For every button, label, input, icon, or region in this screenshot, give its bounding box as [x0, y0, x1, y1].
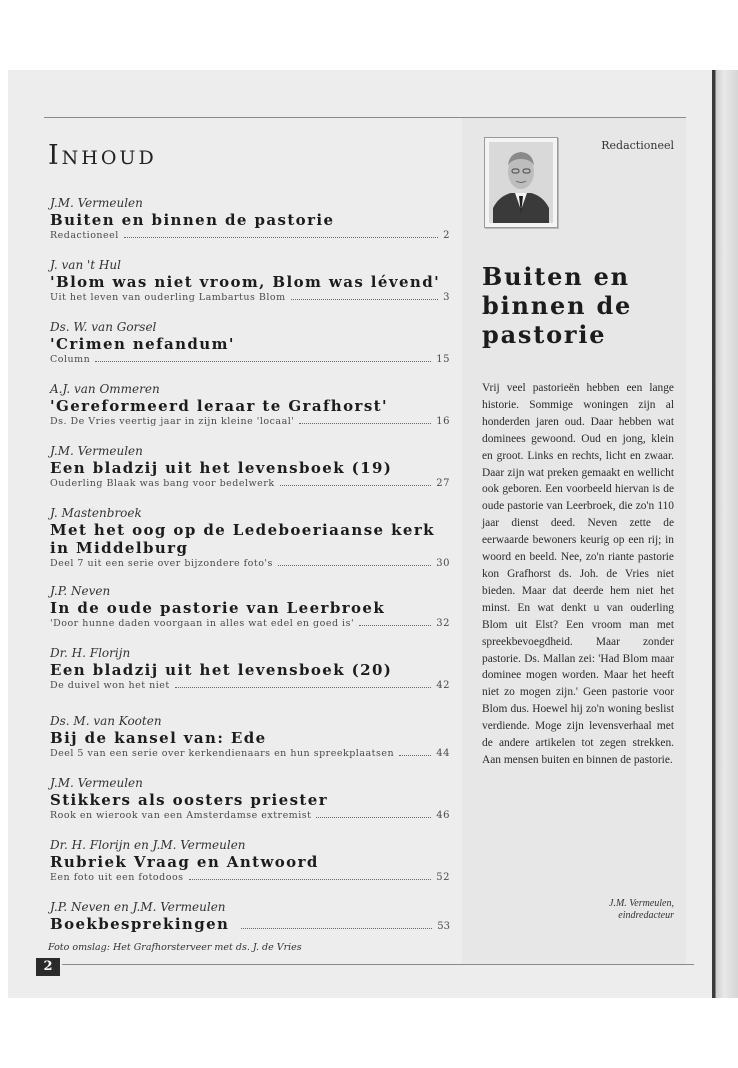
section-label: Redactioneel [601, 139, 674, 152]
leader-dots [175, 687, 432, 688]
facing-page-edge [712, 70, 738, 998]
toc-subtitle: 'Door hunne daden voorgaan in alles wat edel en goed is' [50, 618, 355, 629]
toc-entry[interactable] [50, 320, 450, 382]
toc-entry-title: Rubriek Vraag en Antwoord [50, 853, 319, 871]
editorial-headline [482, 262, 682, 349]
toc-author: J. Mastenbroek [50, 506, 142, 520]
leader-dots [359, 625, 431, 626]
toc-entry[interactable] [50, 714, 450, 776]
toc-subtitle: Een foto uit een fotodoos [50, 872, 184, 883]
toc-entry[interactable] [50, 444, 450, 506]
toc-subtitle: De duivel won het niet [50, 680, 170, 691]
toc-author: J. van 't Hul [50, 258, 121, 272]
toc-entry[interactable] [50, 506, 450, 584]
headline-line: binnen de [482, 291, 633, 320]
toc-subtitle: Rook en wierook van een Amsterdamse extremist [50, 810, 312, 821]
toc-page-number: 46 [436, 810, 450, 821]
toc-author: J.P. Neven [50, 584, 111, 598]
toc-author: Dr. H. Florijn en J.M. Vermeulen [50, 838, 246, 852]
toc-page-number: 53 [437, 921, 450, 932]
editorial-signature [560, 898, 674, 922]
toc-subtitle: Deel 7 uit een serie over bijzondere foto's [50, 558, 273, 569]
editor-portrait [484, 137, 558, 228]
leader-dots [299, 423, 431, 424]
toc-entry-title: Met het oog op de Ledeboeriaanse kerk [50, 521, 435, 539]
toc-subtitle: Ouderling Blaak was bang voor bedelwerk [50, 478, 275, 489]
toc-entry-title: 'Blom was niet vroom, Blom was lévend' [50, 273, 441, 291]
toc-entry-title: Een bladzij uit het levensboek (20) [50, 661, 393, 679]
toc-entry-title: 'Crimen nefandum' [50, 335, 235, 353]
toc-entry-title: Buiten en binnen de pastorie [50, 211, 335, 229]
top-divider [44, 117, 686, 118]
toc-page-number: 42 [436, 680, 450, 691]
toc-entry-title: Een bladzij uit het levensboek (19) [50, 459, 393, 477]
toc-author: Ds. M. van Kooten [50, 714, 162, 728]
toc-title: Inhoud [48, 140, 157, 171]
headline-line: pastorie [482, 320, 607, 349]
leader-dots [124, 237, 438, 238]
bottom-divider [62, 964, 694, 965]
leader-dots [291, 299, 438, 300]
leader-dots [278, 565, 431, 566]
signature-name: J.M. Vermeulen, [609, 898, 674, 909]
leader-dots [189, 879, 432, 880]
toc-author: J.M. Vermeulen [50, 776, 143, 790]
toc-author: Dr. H. Florijn [50, 646, 131, 660]
toc-author: Ds. W. van Gorsel [50, 320, 157, 334]
toc-author: A.J. van Ommeren [50, 382, 160, 396]
cover-caption: Foto omslag: Het Grafhorsterveer met ds. J. de Vries [48, 942, 302, 953]
toc-entry-title: Bij de kansel van: Ede [50, 729, 267, 747]
toc-entry-title-line2: in Middelburg [50, 539, 189, 557]
toc-page-number: 27 [436, 478, 450, 489]
toc-entry[interactable] [50, 196, 450, 258]
editorial-body: Vrij veel pastorieën hebben een lange historie. Sommige woningen zijn al honderden jaren oud. Daar hebben wat dominees gewoond. Oud en jong, klein en groot. Links en rechts, licht en zwaar. Daar zijn wat preken gemaakt en wellicht ook geboren. Een voorbeeld hiervan is de oude pastorie van Leerbroek, die zo'n 110 jaar dienst deed. Neven zette de eerwaarde bewoners keurig op een rij; in woord en beeld. Nee, zo'n riante pastorie kon Grafhorst ds. Joh. de Vries niet bieden. Maar dat deerde hem niet het minst. En wat denkt u van ouderling Blom uit Elst? Een vroom man met spreekbevoegdheid. Maar zonder pastorie. Ds. Mallan zei: 'Had Blom maar dominee mogen worden. Maar het heeft niet zo mogen zijn.' Geen pastorie voor Blom dus. Hoewel hij zo'n woning beslist verdiende. Moge zijn levensverhaal met de andere artikelen tot zegen strekken. Aan mensen buiten en binnen de pastorie. [482, 382, 674, 766]
toc-list [50, 196, 450, 962]
signature-role: eindredacteur [618, 910, 674, 921]
leader-dots [399, 755, 431, 756]
toc-page-number: 52 [436, 872, 450, 883]
toc-subtitle: Redactioneel [50, 230, 119, 241]
leader-dots [241, 928, 432, 929]
toc-page-number: 3 [443, 292, 450, 303]
toc-page-number: 30 [436, 558, 450, 569]
toc-entry[interactable] [50, 258, 450, 320]
toc-entry[interactable] [50, 776, 450, 838]
toc-author: J.P. Neven en J.M. Vermeulen [50, 900, 226, 914]
editor-portrait-image [485, 138, 557, 227]
toc-entry-title: 'Gereformeerd leraar te Grafhorst' [50, 397, 388, 415]
page-number: 2 [36, 958, 60, 976]
toc-page-number: 15 [436, 354, 450, 365]
toc-subtitle: Deel 5 van een serie over kerkendienaars en hun spreekplaatsen [50, 748, 395, 759]
toc-page-number: 44 [436, 748, 450, 759]
toc-entry-title: In de oude pastorie van Leerbroek [50, 599, 386, 617]
headline-line: Buiten en [482, 262, 630, 291]
toc-entry[interactable] [50, 838, 450, 900]
toc-author: J.M. Vermeulen [50, 444, 143, 458]
toc-entry-title: Stikkers als oosters priester [50, 791, 328, 809]
toc-page-number: 2 [443, 230, 450, 241]
toc-page-number: 16 [436, 416, 450, 427]
toc-entry[interactable] [50, 382, 450, 444]
leader-dots [95, 361, 431, 362]
toc-author: J.M. Vermeulen [50, 196, 143, 210]
leader-dots [280, 485, 432, 486]
leader-dots [316, 817, 431, 818]
toc-entry[interactable] [50, 646, 450, 714]
toc-entry-title: Boekbesprekingen [50, 915, 230, 933]
toc-subtitle: Column [50, 354, 91, 365]
toc-subtitle: Ds. De Vries veertig jaar in zijn kleine 'locaal' [50, 416, 295, 427]
toc-page-number: 32 [436, 618, 450, 629]
toc-entry[interactable] [50, 584, 450, 646]
toc-subtitle: Uit het leven van ouderling Lambartus Blom [50, 292, 286, 303]
